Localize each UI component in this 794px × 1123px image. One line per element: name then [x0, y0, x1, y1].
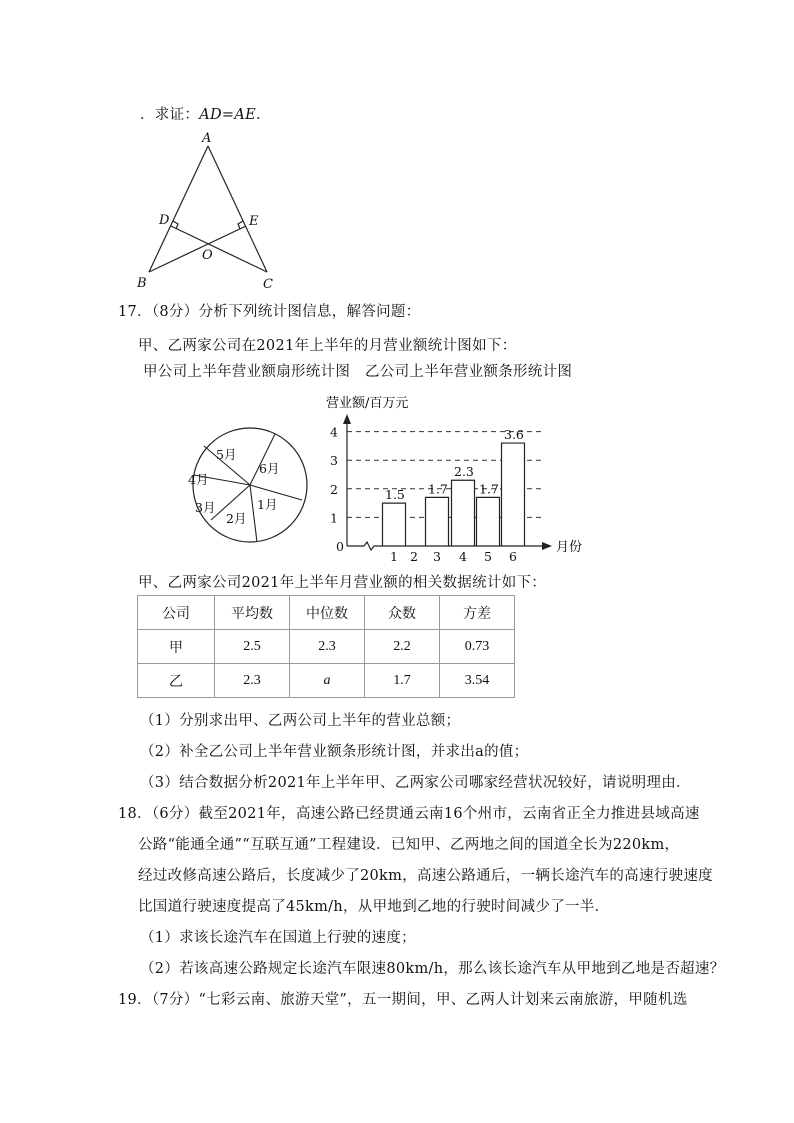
pie-radius [250, 434, 275, 485]
label-B: B [137, 276, 147, 291]
pie-label-6: 6月 [259, 461, 280, 476]
bar [426, 497, 449, 546]
label-A: A [202, 131, 212, 146]
bar-chart [320, 388, 590, 563]
table-intro: 甲、乙两家公司2021年上半年月营业额的相关数据统计如下： [138, 575, 547, 591]
pie-label-3: 3月 [195, 500, 216, 515]
side-AC [208, 146, 267, 272]
x-tick-label: 6 [509, 549, 517, 563]
pie-label-4: 4月 [188, 472, 209, 487]
y-tick-label: 0 [336, 539, 344, 554]
q18-line1: 18．（6分）截至2021年，高速公路已经贯通云南16个州市，云南省正全力推进县域高速 [118, 806, 700, 822]
y-tick-label: 3 [330, 453, 338, 469]
table-header-row [138, 596, 515, 630]
q18-sub2: （2）若该高速公路规定长途汽车限速80km/h，那么该长途汽车从甲地到乙地是否超速？ [140, 961, 725, 977]
segment-CD [171, 226, 267, 272]
segment-BE [149, 226, 246, 272]
data-label: 1.5 [385, 487, 405, 503]
x-tick-label: 3 [433, 549, 441, 563]
label-C: C [263, 277, 273, 292]
data-label: 1.7 [479, 481, 499, 497]
proof-expression: AD=AE [199, 107, 257, 123]
table-cell: 0.73 [440, 630, 515, 664]
side-AB [149, 146, 208, 272]
bar-chart-xlabel: 月份 [556, 540, 583, 555]
data-label: 2.3 [454, 464, 474, 480]
table-cell: 2.2 [365, 630, 440, 664]
pie-radius [250, 485, 257, 542]
proof-line [140, 103, 271, 124]
table-cell: 甲 [138, 630, 215, 664]
q18-line3: 经过改修高速公路后，长度减少了20km，高速公路通后，一辆长途汽车的高速行驶速度 [138, 868, 713, 884]
x-tick-label: 4 [459, 549, 467, 563]
proof-prefix: ．求证： [140, 107, 200, 123]
table-header-cell: 平均数 [215, 596, 290, 630]
stats-table [137, 595, 515, 698]
label-E: E [249, 214, 259, 229]
q17-chart-titles: 甲公司上半年营业额扇形统计图 乙公司上半年营业额条形统计图 [143, 364, 573, 380]
q17-intro: 甲、乙两家公司在2021年上半年的月营业额统计图如下： [138, 338, 517, 354]
y-tick-label: 2 [330, 481, 338, 497]
table-cell: 2.3 [215, 664, 290, 698]
table-cell: 3.54 [440, 664, 515, 698]
table-header-cell: 众数 [365, 596, 440, 630]
table-cell: a [290, 664, 365, 698]
label-O: O [202, 248, 213, 263]
bar [477, 497, 500, 546]
q18-line2: 公路“能通全通”“互联互通”工程建设．已知甲、乙两地之间的国道全长为220km， [138, 837, 680, 853]
x-tick-label: 5 [484, 549, 492, 563]
pie-label-1: 1月 [257, 497, 278, 512]
pie-chart [185, 420, 315, 550]
table-cell: 1.7 [365, 664, 440, 698]
q19-line1: 19．（7分）“七彩云南、旅游天堂”，五一期间，甲、乙两人计划来云南旅游，甲随机选 [118, 992, 688, 1008]
q17-sub1: （1）分别求出甲、乙两公司上半年的营业总额； [140, 713, 461, 729]
y-tick-label: 1 [330, 510, 338, 526]
table-header-cell: 公司 [138, 596, 215, 630]
bar-chart-ylabel: 营业额/百万元 [326, 396, 409, 411]
table-row [138, 664, 515, 698]
bar [383, 503, 406, 546]
q18-line4: 比国道行驶速度提高了45km/h，从甲地到乙地的行驶时间减少了一半． [138, 899, 610, 915]
table-cell: 乙 [138, 664, 215, 698]
table-header-cell: 中位数 [290, 596, 365, 630]
bar [502, 443, 525, 546]
table-row [138, 630, 515, 664]
proof-suffix: ． [256, 107, 271, 123]
data-label: 1.7 [428, 481, 448, 497]
table-cell: 2.5 [215, 630, 290, 664]
label-D: D [159, 213, 170, 228]
table-header-cell: 方差 [440, 596, 515, 630]
data-label: 3.6 [504, 427, 524, 443]
y-tick-label: 4 [330, 424, 338, 440]
x-tick-label: 1 [390, 549, 398, 563]
pie-label-5: 5月 [216, 447, 237, 462]
x-axis-arrow [542, 542, 552, 550]
q17-sub2: （2）补全乙公司上半年营业额条形统计图，并求出a的值； [140, 744, 529, 760]
q17-sub3: （3）结合数据分析2021年上半年甲、乙两家公司哪家经营状况较好，请说明理由． [140, 775, 691, 791]
table-cell: 2.3 [290, 630, 365, 664]
pie-label-2: 2月 [226, 511, 247, 526]
triangle-figure [130, 128, 290, 296]
y-axis-arrow [343, 414, 351, 424]
x-tick-label: 2 [410, 549, 418, 563]
q18-sub1: （1）求该长途汽车在国道上行驶的速度； [140, 930, 416, 946]
q17-heading: 17．（8分）分析下列统计图信息，解答问题： [118, 304, 421, 320]
bar [452, 480, 475, 546]
